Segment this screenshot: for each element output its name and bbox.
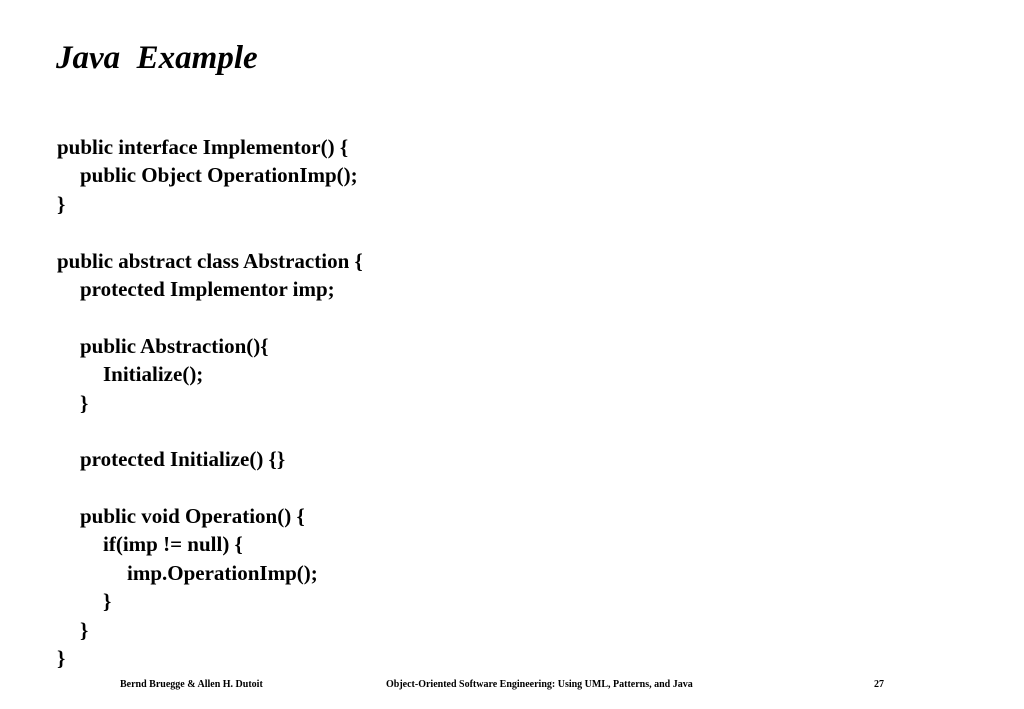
blank-line — [57, 218, 363, 246]
footer-book-title: Object-Oriented Software Engineering: Using UML, Patterns, and Java — [386, 679, 693, 690]
code-line: public interface Implementor() { — [57, 135, 349, 159]
code-line: } — [57, 191, 66, 216]
code-line: } — [80, 390, 89, 415]
code-line: } — [57, 646, 66, 671]
blank-line — [57, 474, 363, 502]
blank-line — [57, 303, 363, 331]
code-line: public Abstraction(){ — [80, 333, 269, 358]
code-block — [57, 133, 363, 672]
code-line: if(imp != null) { — [103, 532, 243, 557]
code-line: public abstract class Abstraction { — [57, 248, 363, 273]
footer-authors: Bernd Bruegge & Allen H. Dutoit — [120, 679, 263, 690]
code-line: public Object OperationImp(); — [80, 163, 358, 188]
code-line: Initialize(); — [103, 362, 204, 387]
code-line: imp.OperationImp(); — [127, 560, 318, 585]
code-line: public void Operation() { — [80, 504, 305, 529]
blank-line — [57, 417, 363, 445]
code-line: } — [80, 617, 89, 642]
slide-title: Java Example — [56, 40, 258, 76]
code-line: } — [103, 589, 112, 614]
code-line: protected Implementor imp; — [80, 276, 335, 301]
code-line: protected Initialize() {} — [80, 447, 286, 472]
footer-page-number: 27 — [874, 679, 884, 690]
